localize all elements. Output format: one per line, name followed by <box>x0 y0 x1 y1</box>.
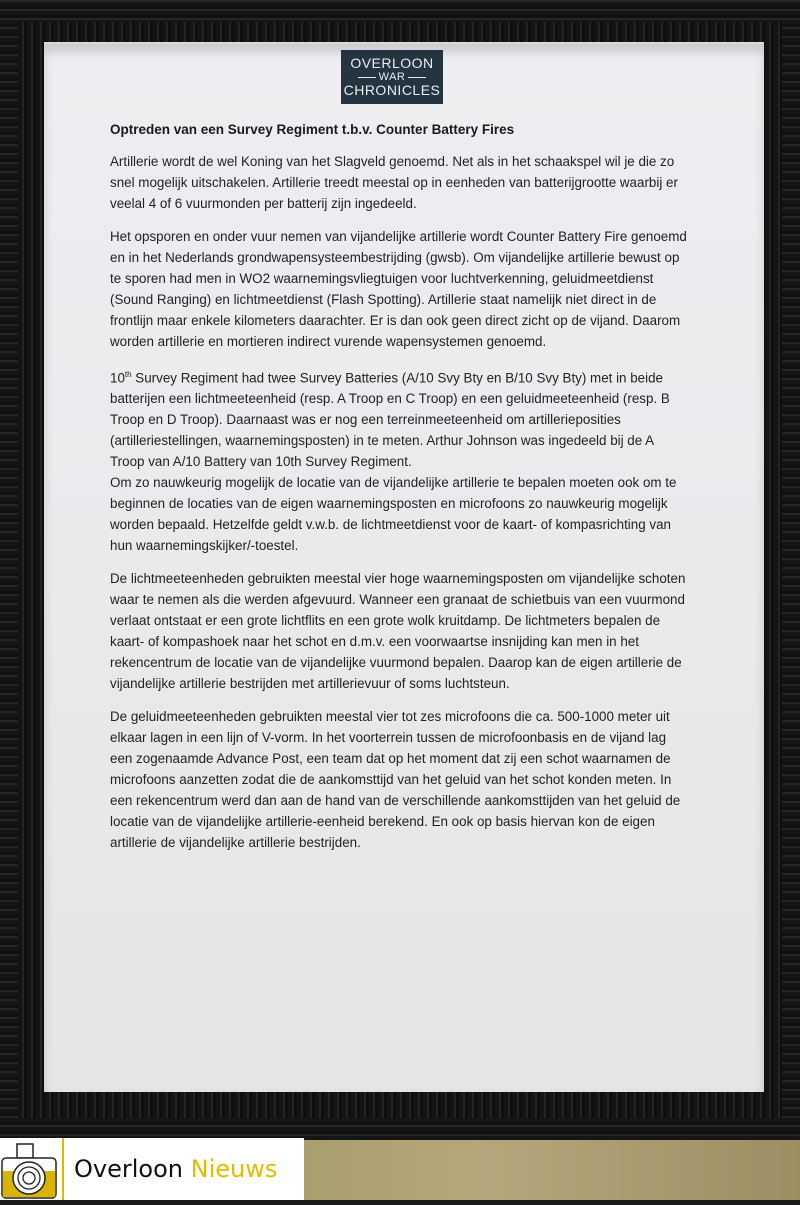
overloon-war-chronicles-logo <box>341 50 443 104</box>
paragraph-2: Het opsporen en onder vuur nemen van vijandelijke artillerie wordt Counter Battery Fire genoemd en in het Nederlands grondwapensysteembestrijding (gwsb). Om vijandelijke artillerie bewust op te sporen had men in WO2 waarnemingsvliegtuigen voor luchtverkenning, geluidmeetdienst (Sound Ranging) en lichtmeetdienst (Flash Spotting). Artillerie staat namelijk niet direct in de frontlijn maar enkele kilometers daarachter. Er is dan ook geen direct zicht op de vijand. Daarom worden artillerie en mortieren indirect vurende wapensystemen genoemd. <box>110 229 687 349</box>
watermark-name-part-2: Nieuws <box>190 1155 278 1183</box>
paragraph-1: Artillerie wordt de wel Koning van het Slagveld genoemd. Net als in het schaakspel wil je die zo snel mogelijk uitschakelen. Artillerie treedt meestal op in eenheden van batterijgrootte waarbij er veelal 4 of 6 vuurmonden per batterij zijn ingedeeld. <box>110 154 678 211</box>
camera-icon <box>0 1138 58 1200</box>
paragraph-3-text: Survey Regiment had twee Survey Batteries (A/10 Svy Bty en B/10 Svy Bty) met in beide batterijen een lichtmeeteenheid (resp. A Troop en C Troop) en een geluidmeeteenheid (resp. B Troop en D Troop). Daarnaast was er nog een terreinmeeteenheid om artillerieposities (artilleriestellingen, waarnemingsposten) in te meten. Arthur Johnson was ingedeeld bij de A Troop van A/10 Battery van 10th Survey Regiment. <box>110 370 670 470</box>
logo-line-1: OVERLOON <box>350 55 434 71</box>
paragraph-6: De geluidmeeteenheden gebruikten meestal vier tot zes microfoons die ca. 500-1000 meter uit elkaar lagen in een lijn of V-vorm. In het voorterrein tussen de microfoonbasis en de vijand lag een zogenaamde Advance Post, een team dat op het moment dat zij een schot waarnamen de microfoons aanzetten zodat die de aankomsttijd van het geluid van het schot konden meten. In een rekencentrum werd dan aan de hand van de verschillende aankomsttijden van het geluid de locatie van de vijandelijke artillerie-eenheid berekend. En ook op basis hiervan kon de eigen artillerie de vijandelijke artillerie bestrijden. <box>110 709 681 851</box>
paragraph-3 <box>110 364 690 472</box>
framed-document <box>44 42 764 1092</box>
overloon-nieuws-watermark <box>0 1138 304 1200</box>
ordinal-suffix: th <box>124 370 132 379</box>
watermark-name <box>74 1155 277 1183</box>
logo-line-2: WAR <box>358 71 427 83</box>
paragraph-5: De lichtmeeteenheden gebruikten meestal vier hoge waarnemingsposten om vijandelijke schoten waar te nemen als die werden afgevuurd. Wanneer een granaat de schietbuis van een vuurmond verlaat ontstaat er een grote lichtflits en een grote wolk kruitdamp. De lichtmeters bepalen de kaart- of kompashoek naar het schot en d.m.v. een voorwaartse insnijding kan men in het rekencentrum de locatie van de vijandelijke vuurmond bepalen. Daarop kan de eigen artillerie de vijandelijke artillerie bestrijden met artillerievuur of soms luchtsteun. <box>110 571 686 692</box>
document-body <box>110 122 690 865</box>
ordinal-number: 10 <box>110 370 125 386</box>
document-title: Optreden van een Survey Regiment t.b.v. Counter Battery Fires <box>110 122 515 137</box>
paragraph-4: Om zo nauwkeurig mogelijk de locatie van de vijandelijke artillerie te bepalen moeten ook om te beginnen de locaties van de eigen waarnemingsposten en microfoons zo nauwkeurig mogelijk worden bepaald. Hetzelfde geldt v.w.b. de lichtmeetdienst voor de kaart- of kompasrichting van hun waarnemingskijker/-toestel. <box>110 475 677 554</box>
watermark-name-part-1: Overloon <box>74 1155 183 1183</box>
watermark-divider <box>62 1138 64 1200</box>
logo-line-3: CHRONICLES <box>343 82 441 98</box>
